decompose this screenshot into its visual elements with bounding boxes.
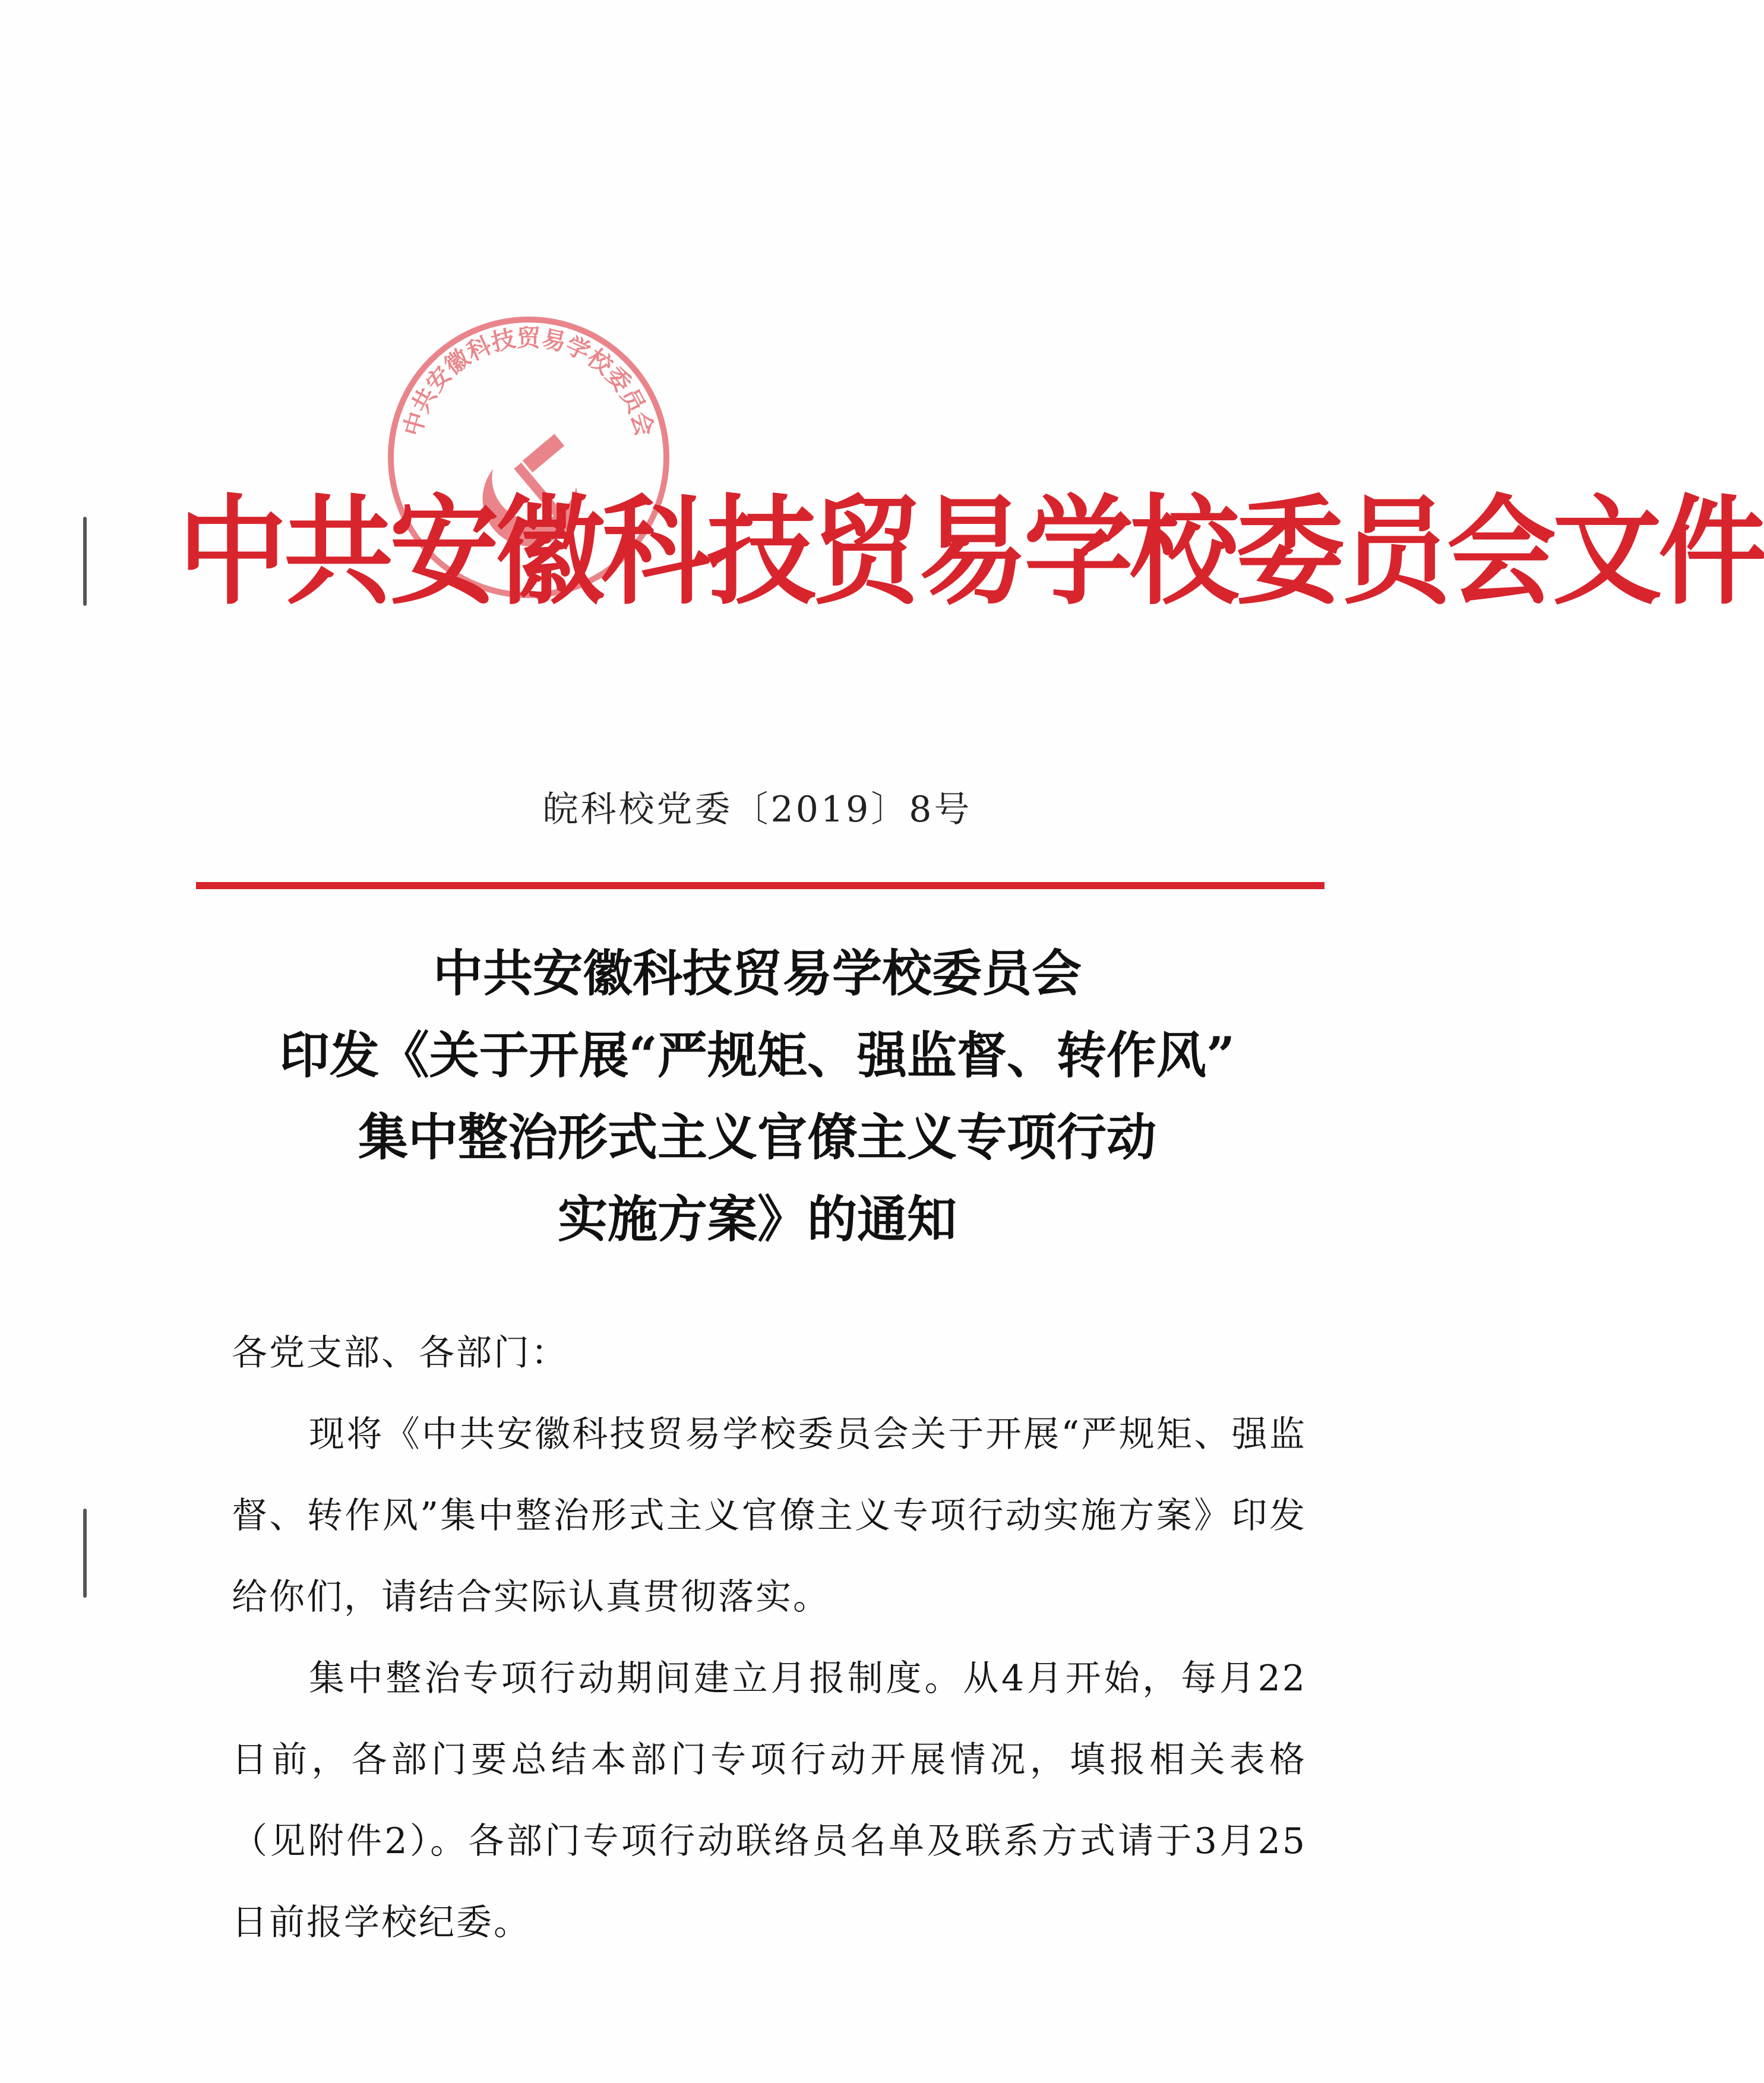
- document-number: 皖科校党委〔2019〕8号: [542, 789, 972, 830]
- binding-staple-top: [83, 517, 87, 606]
- salutation: 各党支部、各部门：: [232, 1332, 568, 1374]
- title-line: 集中整治形式主义官僚主义专项行动: [358, 1108, 1156, 1167]
- notice-title: [178, 933, 1336, 1260]
- notice-body: [232, 1313, 1307, 1964]
- red-separator-line: [196, 882, 1324, 889]
- binding-staple-bottom: [83, 1509, 87, 1598]
- title-line: 实施方案》的通知: [557, 1190, 957, 1248]
- body-paragraph: 集中整治专项行动期间建立月报制度。从4月开始，每月22日前，各部门要总结本部门专项行动开展情况，填报相关表格（见附件2）。各部门专项行动联络员名单及联系方式请于3月25日前报学校纪委。: [232, 1658, 1307, 1943]
- title-line: 中共安徽科技贸易学校委员会: [432, 944, 1082, 1003]
- seal-ring-text: 中共安徽科技贸易学校委员会: [399, 324, 659, 440]
- body-paragraph: 现将《中共安徽科技贸易学校委员会关于开展“严规矩、强监督、转作风”集中整治形式主义官僚主义专项行动实施方案》印发给你们，请结合实际认真贯彻落实。: [232, 1414, 1307, 1618]
- masthead-title: 中共安徽科技贸易学校委员会文件: [178, 483, 1764, 621]
- svg-text:中共安徽科技贸易学校委员会: [399, 324, 658, 439]
- title-line: 印发《关于开展“严规矩、强监督、转作风”: [279, 1026, 1235, 1085]
